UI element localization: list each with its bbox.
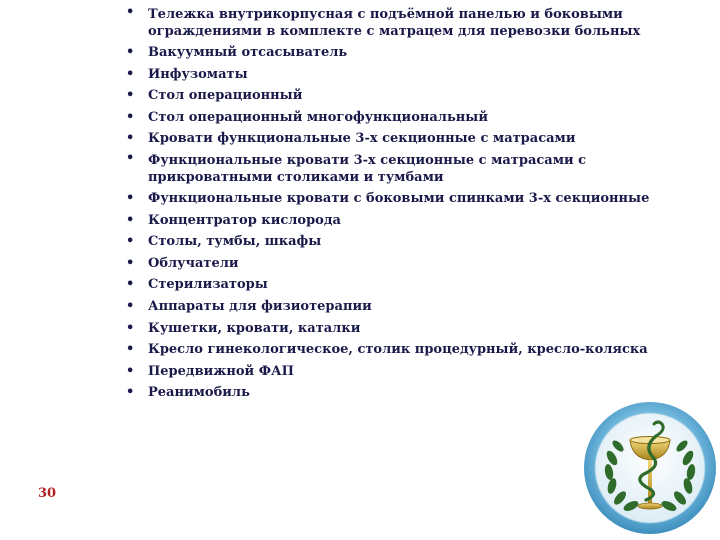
- list-item-text: Стерилизаторы: [148, 277, 268, 293]
- list-item: [118, 253, 698, 275]
- bullet-icon: •: [126, 385, 135, 401]
- bullet-icon: •: [126, 363, 135, 379]
- list-item-text: Функциональные кровати с боковыми спинками 3-х секционные: [148, 190, 650, 206]
- equipment-list: [118, 4, 698, 404]
- list-item: [118, 4, 698, 42]
- list-item-text: Стол операционный: [148, 88, 303, 104]
- list-item: [118, 128, 698, 150]
- list-item-text: Столы, тумбы, шкафы: [148, 234, 322, 250]
- list-item-text: Кресло гинекологическое, столик процедурный, кресло-коляска: [148, 342, 648, 358]
- list-item-text: Облучатели: [148, 255, 239, 271]
- bullet-icon: •: [126, 131, 135, 147]
- bullet-icon: •: [126, 88, 135, 104]
- list-item-text: Вакуумный отсасыватель: [148, 45, 348, 60]
- list-item-text: Инфузоматы: [148, 66, 248, 82]
- bullet-icon: •: [126, 298, 135, 314]
- bullet-icon: •: [126, 45, 135, 60]
- bullet-icon: •: [126, 234, 135, 250]
- list-item-text: Кровати функциональные 3-х секционные с матрасами: [148, 131, 576, 147]
- list-item: [118, 85, 698, 107]
- list-item-text: Концентратор кислорода: [148, 212, 341, 228]
- list-item-text: Стол операционный многофункциональный: [148, 109, 488, 125]
- list-item: [118, 150, 698, 188]
- bullet-icon: •: [126, 342, 135, 358]
- bullet-icon: •: [126, 150, 135, 166]
- list-item-text: Кушетки, кровати, каталки: [148, 320, 361, 336]
- list-item-text: Реанимобиль: [148, 385, 250, 401]
- list-item: [118, 361, 698, 383]
- list-item: [118, 107, 698, 129]
- list-item-text: Передвижной ФАП: [148, 363, 294, 379]
- list-item: [118, 64, 698, 86]
- list-item: [118, 42, 698, 64]
- bowl-of-hygieia-icon: [582, 400, 718, 536]
- bullet-icon: •: [126, 277, 135, 293]
- bullet-icon: •: [126, 212, 135, 228]
- page-number: 30: [38, 486, 57, 501]
- list-item: [118, 296, 698, 318]
- list-item: [118, 188, 698, 210]
- list-item-text: Аппараты для физиотерапии: [148, 298, 372, 314]
- list-item-text: Функциональные кровати 3-х секционные с матрасами с прикроватными столиками и тумбами: [148, 152, 587, 185]
- list-item: [118, 274, 698, 296]
- list-item: [118, 231, 698, 253]
- list-item: [118, 210, 698, 232]
- bullet-icon: •: [126, 5, 135, 20]
- bullet-icon: •: [126, 66, 135, 82]
- bullet-icon: •: [126, 320, 135, 336]
- list-item-text: Тележка внутрикорпусная с подъёмной панелью и боковыми ограждениями в комплекте с матрацем для перевозки больных: [148, 7, 641, 39]
- list-item: [118, 339, 698, 361]
- bullet-icon: •: [126, 190, 135, 206]
- bullet-icon: •: [126, 255, 135, 271]
- list-item: [118, 318, 698, 340]
- bullet-icon: •: [126, 109, 135, 125]
